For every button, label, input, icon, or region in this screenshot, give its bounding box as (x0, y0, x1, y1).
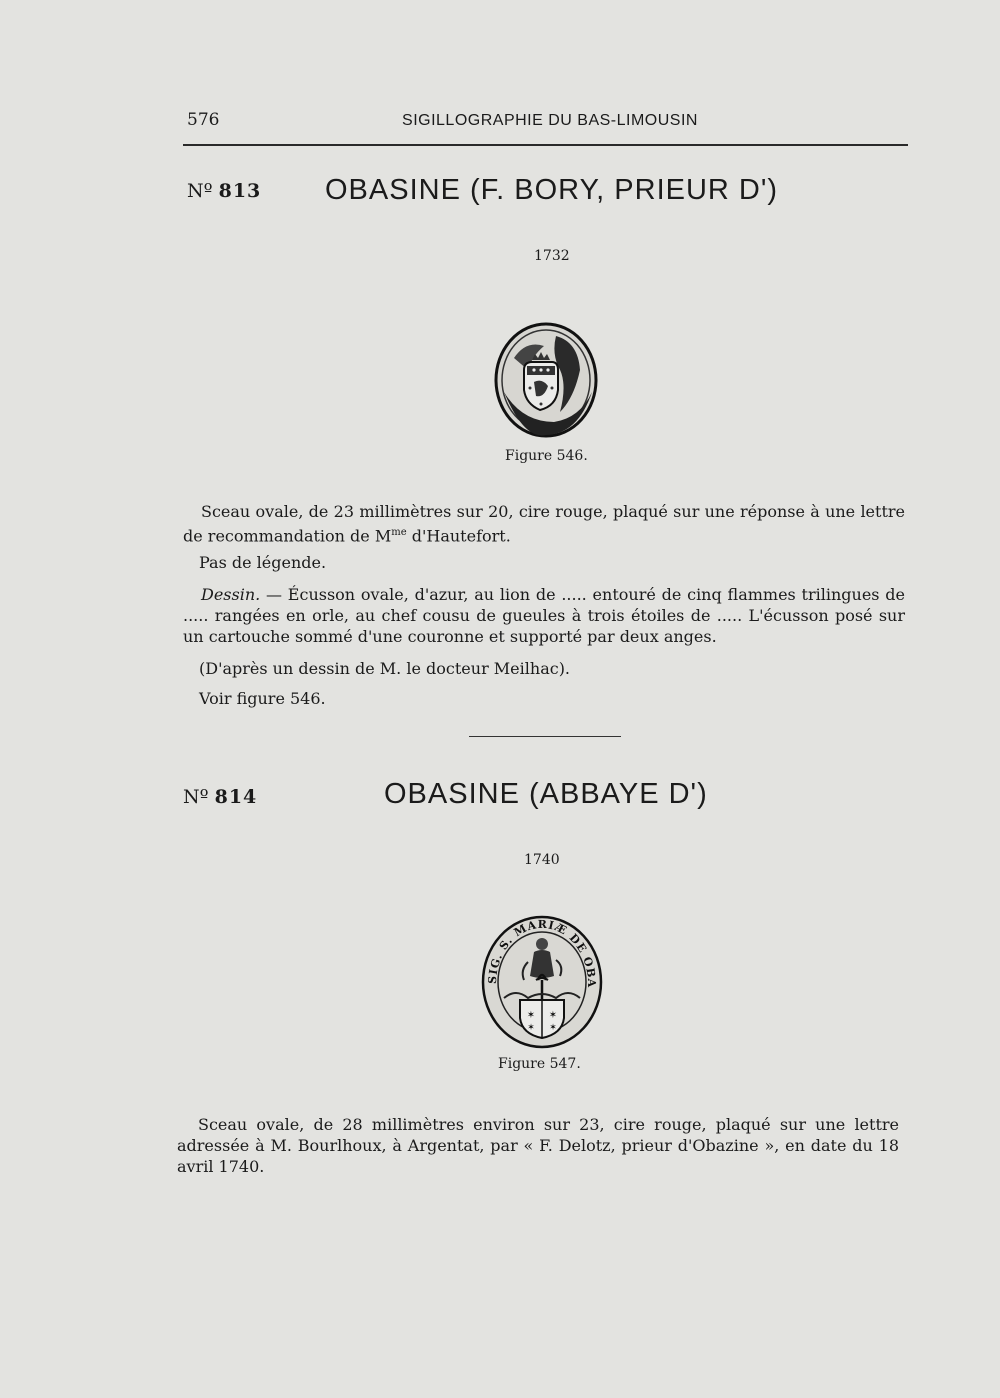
figure-caption-546: Figure 546. (505, 448, 588, 464)
entry-number-prefix: Nº (183, 786, 209, 808)
design-description-813: Dessin. — Écusson ovale, d'azur, au lion de ..... entouré de cinq flammes trilingues de ..... rangées en orle, au chef cousu de gueules à trois étoiles de ..... L'écusson posé sur un cartouche sommé d'une couronne et supporté par deux anges. (183, 585, 905, 646)
oval-seal-angels-escutcheon-icon (494, 322, 600, 440)
entry-number-814 (183, 786, 257, 808)
entry-number-prefix: Nº (187, 180, 213, 202)
figure-caption-547: Figure 547. (498, 1056, 581, 1072)
entry-number-digits: 813 (218, 180, 262, 202)
entry-title-814: OBASINE (ABBAYE D') (384, 778, 708, 810)
entry-number-813 (187, 180, 261, 202)
entry-year-813: 1732 (534, 248, 570, 264)
see-figure-813: Voir figure 546. (199, 689, 326, 708)
svg-text:✶: ✶ (549, 1023, 557, 1033)
page-number: 576 (187, 110, 220, 130)
svg-text:✶: ✶ (527, 1023, 535, 1033)
seal-inscription: SIG. S. MARIÆ DE OBA (485, 917, 599, 989)
source-note-813: (D'après un dessin de M. le docteur Meilhac). (199, 659, 571, 678)
oval-seal-virgin-and-crosier-icon (480, 914, 604, 1050)
running-title: SIGILLOGRAPHIE DU BAS-LIMOUSIN (402, 112, 698, 129)
svg-text:✶: ✶ (526, 1010, 536, 1021)
entry-separator (469, 736, 621, 737)
header-rule (183, 144, 908, 146)
entry-year-814: 1740 (524, 852, 560, 868)
legend-note-813: Pas de légende. (199, 553, 327, 572)
seal-description-813: Sceau ovale, de 23 millimètres sur 20, cire rouge, plaqué sur une réponse à une lettre de recommandation de $M^{me}$ d'Hautefort. (183, 502, 905, 546)
svg-text:✶: ✶ (548, 1010, 558, 1021)
seal-description-814: Sceau ovale, de 28 millimètres environ sur 23, cire rouge, plaqué sur une lettre adressée à M. Bourlhoux, à Argentat, par « F. Delotz, prieur d'Obazine », en date du 18 avril 1740. (177, 1115, 899, 1176)
entry-number-digits: 814 (214, 786, 258, 808)
entry-title-813: OBASINE (F. BORY, PRIEUR D') (325, 174, 779, 206)
